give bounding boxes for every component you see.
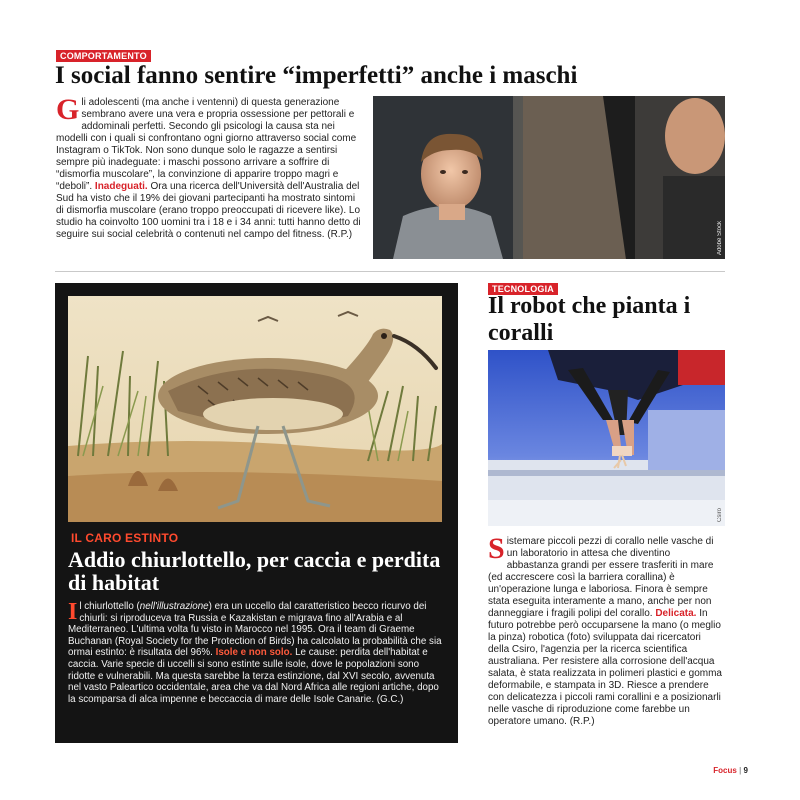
headline-social-maschi: I social fanno sentire “imperfetti” anche i maschi	[55, 62, 578, 89]
headline-robot-coralli: Il robot che pianta i coralli	[488, 293, 691, 346]
paragraph-text-2: In futuro potrebbe però occuparsene la mano (o meglio la pinza) robotica (foto) sviluppata dai ricercatori della Csiro, l'agenzia per la ricerca scientifica australiana. Per resistere alla corrosione dell'acqua salata, è stata realizzata in polimeri plastici e gomma deformabile, e stampata in 3D. Riesce a prendere con delicatezza i piccoli rami corallini e a posizionarli nelle vasche di riproduzione come farebbe un operatore umano. (R.P.)	[488, 608, 722, 727]
headline-addio-chiurlottello: Addio chiurlottello, per caccia e perdita di habitat	[68, 547, 441, 595]
lead-isole: Isole e non solo.	[215, 647, 293, 659]
article-body-chiurlottello	[68, 601, 448, 705]
paragraph-text: l chiurlottello (	[79, 601, 140, 612]
article-body-social	[56, 93, 361, 241]
paragraph-text: istemare piccoli pezzi di corallo nelle vasche di un laboratorio in attesa che diventino abbastanza grandi per essere trasferiti in mare (ed accrescere così la barriera corallina) è un'operazione lunga e laboriosa. Finora è sempre stata eseguita interamente a mano, anche per non danneggiare i fragili polipi del corallo.	[488, 536, 714, 619]
photo-credit-csiro: Csiro	[717, 507, 723, 522]
paragraph-text-2: Ora una ricerca dell'Università dell'Australia del Sud ha visto che il 19% dei giovani partecipanti ha mostrato sintomi di dismorfia muscolare (erano troppo preoccupati di ricevere like). Lo studio ha coinvolto 100 uomini tra i 18 e i 34 anni: tutti hanno detto di seguire sui social celebrità o contenuti nel campo del fitness. (R.P.)	[56, 181, 361, 240]
photo-credit-adobe: Adobe Stock	[717, 220, 723, 255]
lead-delicata: Delicata.	[655, 608, 697, 619]
photo-coral-robot	[488, 350, 725, 526]
lead-inadeguati: Inadeguati.	[94, 181, 148, 192]
illustration-slender-billed-curlew	[68, 296, 442, 522]
dropcap-s: S	[488, 532, 505, 565]
section-tag-caro-estinto: IL CARO ESTINTO	[71, 531, 179, 545]
paragraph-text-b: ) era un uccello dal caratteristico becco ricurvo dei chiurli: si riproduceva tra Russia e Kazakistan e migrava fino all'Arabia e al Mediterraneo. L'ultima volta fu visto in Marocco nel 1995. Ora il team di Graeme Buchanan (Royal Society for the Protection of Birds) ha calcolato la probabilità che sia ormai estinto: è risultata del 96%.	[68, 601, 442, 659]
dropcap-g: G	[56, 93, 80, 126]
paragraph-italic: nell'illustrazione	[139, 601, 209, 612]
paragraph-text-2: Le cause: perdita dell'habitat e caccia. Varie specie di uccelli si sono estinte sulle isole, dove le popolazioni sono ridotte e vulnerabili. Ma questa sarebbe la terza estinzione, dal XVI secolo, avvenuta nel vasto Paleartico occidentale, area che va dal Nord Africa alle regioni artiche, dopo la scomparsa di alca impenne e beccaccia di mare delle Isole Canarie. (G.C.)	[68, 647, 439, 705]
magazine-name: Focus	[713, 766, 737, 775]
section-tag-tecnologia: TECNOLOGIA	[488, 283, 558, 295]
section-divider	[55, 271, 725, 272]
paragraph-text: li adolescenti (ma anche i ventenni) di questa generazione sembrano avere una vera e propria ossessione per pettorali e addominali perfetti. Secondo gli psicologi la causa sta nei modelli con i quali si confrontano ogni giorno attraverso social come Instagram o TikTok. Non sono dunque solo le ragazze a sentirsi sempre più inadeguate: i maschi possono arrivare a soffrire di “dismorfia muscolare”, la convinzione di apparire troppo magri e “deboli”.	[56, 97, 357, 192]
dropcap-i: I	[68, 599, 78, 625]
article-body-robot	[488, 532, 724, 728]
section-tag-comportamento: COMPORTAMENTO	[56, 50, 151, 62]
page-number: 9	[743, 766, 748, 775]
page-footer: Focus | 9	[713, 766, 748, 775]
photo-boy-mirror	[373, 96, 725, 259]
